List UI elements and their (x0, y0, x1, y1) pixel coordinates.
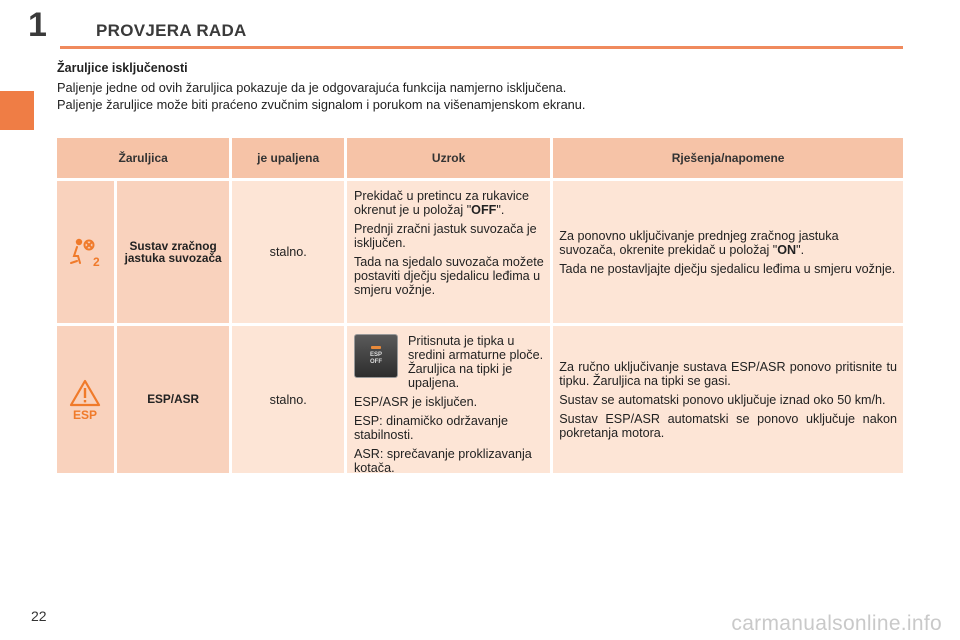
table-row (57, 326, 903, 473)
lamp-lit-status: stalno. (232, 181, 344, 323)
cause-cell (347, 181, 550, 323)
lamp-lit-status: stalno. (232, 326, 344, 473)
cause-paragraph: Pritisnuta je tipka u sredini armaturne ploče. Žaruljica na tipki je upaljena. (407, 334, 544, 390)
header-cause: Uzrok (347, 138, 550, 178)
solution-text: ". (796, 242, 805, 257)
header-rule (60, 46, 903, 49)
cause-text: Prekidač u pretincu za rukavice okrenut je u položaj " (353, 189, 529, 217)
header-solution: Rješenja/napomene (553, 138, 903, 178)
table-row (57, 181, 903, 323)
svg-text:2: 2 (93, 255, 101, 267)
solution-paragraph: Sustav ESP/ASR automatski se ponovo uključuje nakon pokretanja motora. (559, 411, 897, 440)
esp-button-block (354, 334, 545, 390)
button-led (371, 346, 381, 349)
lamp-icon-cell (57, 181, 114, 323)
cause-keyword: OFF (471, 203, 497, 217)
chapter-title: PROVJERA RADA (96, 21, 247, 40)
cause-paragraph: ESP/ASR je isključen. (353, 395, 478, 409)
airbag-off-icon (68, 237, 102, 267)
chapter-number: 1 (28, 6, 47, 44)
cause-cell (347, 326, 550, 473)
solution-paragraph: Za ručno uključivanje sustava ESP/ASR ponovo pritisnite tu tipku. Žaruljica na tipki se gasi. (559, 359, 897, 388)
esp-off-button-illustration (354, 334, 398, 378)
intro-line: Paljenje žaruljice može biti praćeno zvučnim signalom i porukom na višenamjenskom ekranu. (57, 97, 586, 112)
solution-paragraph: Tada ne postavljajte dječju sjedalicu leđima u smjeru vožnje. (559, 261, 896, 276)
lamp-icon-cell (57, 326, 114, 473)
solution-paragraph: Sustav se automatski ponovo uključuje iznad oko 50 km/h. (559, 392, 886, 407)
button-label: ESP (369, 352, 382, 358)
button-label: OFF (369, 359, 382, 365)
solution-cell (553, 326, 903, 473)
warning-lamps-table (57, 138, 903, 473)
watermark: carmanualsonline.info (731, 612, 942, 635)
solution-cell (553, 181, 903, 323)
solution-paragraph (559, 229, 897, 257)
cause-paragraph: Prednji zračni jastuk suvozača je isključen. (353, 222, 537, 250)
page-number: 22 (31, 608, 47, 624)
intro-line: Paljenje jedne od ovih žaruljica pokazuje da je odgovarajuća funkcija namjerno isključena. (57, 80, 567, 95)
cause-text: ". (496, 203, 505, 217)
chapter-side-tab (0, 91, 34, 130)
header-lit: je upaljena (232, 138, 344, 178)
cause-paragraph (354, 189, 545, 217)
lamp-name: ESP/ASR (117, 326, 230, 473)
solution-keyword: ON (777, 242, 797, 257)
cause-paragraph: Tada na sjedalo suvozača možete postaviti dječju sjedalicu leđima u smjeru vožnje. (353, 255, 544, 297)
svg-text:ESP: ESP (73, 407, 98, 421)
intro-text (57, 79, 585, 113)
header-lamp: Žaruljica (57, 138, 229, 178)
lamp-name: Sustav zračnog jastuka suvozača (117, 181, 230, 323)
cause-paragraph: ESP: dinamičko održavanje stabilnosti. (353, 414, 508, 442)
cause-paragraph: ASR: sprečavanje proklizavanja kotača. (353, 447, 532, 475)
esp-warning-icon (68, 379, 102, 421)
section-title: Žaruljice isključenosti (57, 61, 188, 75)
table-header-row (57, 138, 903, 178)
solution-text: Za ponovno uključivanje prednjeg zračnog jastuka suvozača, okrenite prekidač u položaj " (559, 228, 839, 257)
